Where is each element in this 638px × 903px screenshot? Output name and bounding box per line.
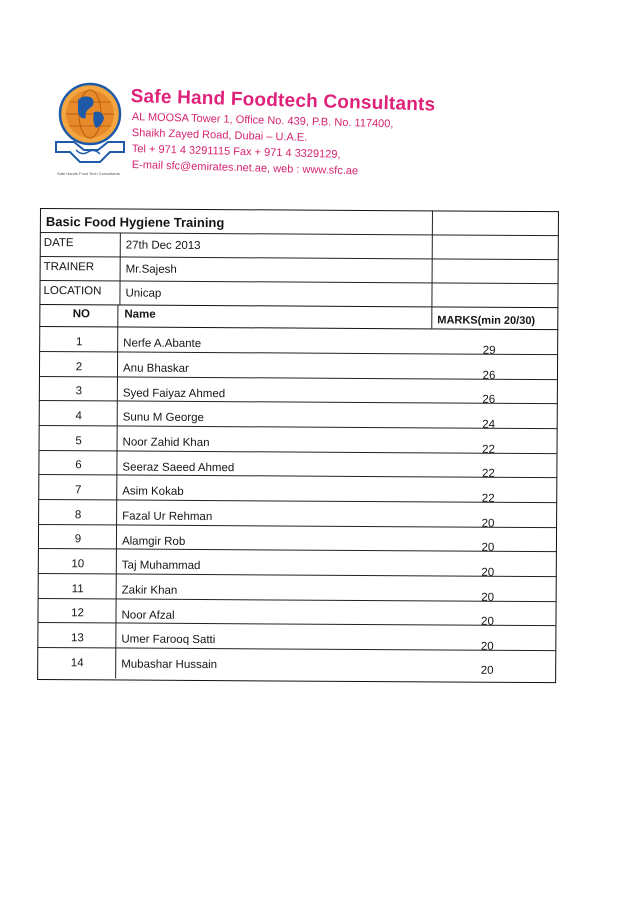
participant-marks: 26 <box>482 369 496 382</box>
row-number: 7 <box>75 484 82 497</box>
row-number: 11 <box>71 583 84 596</box>
location-value: Unicap <box>125 287 162 300</box>
email-line: E-mail sfc@emirates.net.ae, web : www.sfc.ae <box>131 159 359 178</box>
participant-marks: 22 <box>481 492 495 505</box>
row-number: 5 <box>75 435 82 448</box>
participant-marks: 22 <box>482 443 495 456</box>
participant-name: Noor Afzal <box>121 609 175 622</box>
participant-marks: 20 <box>481 517 495 530</box>
trainer-value: Mr.Sajesh <box>125 263 177 276</box>
date-value: 27th Dec 2013 <box>125 239 201 252</box>
participant-name: Sunu M George <box>122 411 204 425</box>
logo-caption: Safe Hands Food Tech Consultants <box>57 171 120 176</box>
row-number: 8 <box>74 509 82 522</box>
participant-marks: 20 <box>481 566 495 579</box>
participant-marks: 24 <box>482 418 496 431</box>
row-number: 12 <box>71 607 84 620</box>
column-header-no: NO <box>72 308 91 321</box>
participant-name: Noor Zahid Khan <box>122 436 210 450</box>
participant-marks: 20 <box>481 615 494 628</box>
participant-marks: 20 <box>480 640 494 653</box>
participant-name: Nerfe A.Abante <box>123 337 202 350</box>
row-number: 9 <box>74 533 82 546</box>
row-number: 1 <box>75 336 83 349</box>
training-title: Basic Food Hygiene Training <box>45 214 225 231</box>
participant-name: Syed Faiyaz Ahmed <box>122 387 226 401</box>
location-label: LOCATION <box>43 285 102 298</box>
participant-marks: 26 <box>482 393 496 406</box>
participant-name: Taj Muhammad <box>121 559 201 572</box>
row-number: 10 <box>71 558 85 571</box>
participant-name: Alamgir Rob <box>121 535 186 548</box>
row-number: 6 <box>75 459 82 472</box>
row-number: 2 <box>75 361 83 374</box>
trainer-label: TRAINER <box>43 261 95 274</box>
date-label: DATE <box>43 237 74 250</box>
company-name: Safe Hand Foodtech Consultants <box>130 86 436 116</box>
address-line-2: Shaikh Zayed Road, Dubai – U.A.E. <box>131 127 308 144</box>
row-number: 3 <box>75 385 83 398</box>
participant-marks: 20 <box>481 541 495 554</box>
participant-name: Asim Kokab <box>122 485 184 498</box>
row-number: 4 <box>75 410 82 423</box>
participant-name: Fazal Ur Rehman <box>122 510 213 524</box>
participant-name: Mubashar Hussain <box>121 658 218 672</box>
row-number: 14 <box>70 657 84 670</box>
company-logo-icon <box>52 82 128 172</box>
participant-name: Zakir Khan <box>121 584 178 597</box>
column-header-marks: MARKS(min 20/30) <box>437 314 536 328</box>
participant-name: Seeraz Saeed Ahmed <box>122 461 235 475</box>
participant-name: Umer Farooq Satti <box>121 633 216 647</box>
participant-marks: 20 <box>480 664 494 677</box>
participant-marks: 22 <box>481 467 495 480</box>
row-number: 13 <box>70 632 84 645</box>
participant-marks: 20 <box>481 591 495 604</box>
training-results-table <box>37 208 559 683</box>
phone-line: Tel + 971 4 3291115 Fax + 971 4 3329129, <box>131 143 341 161</box>
address-line-1: AL MOOSA Tower 1, Office No. 439, P.B. No. 117400, <box>131 111 394 131</box>
participant-marks: 29 <box>482 344 496 357</box>
column-header-name: Name <box>124 308 156 321</box>
participant-name: Anu Bhaskar <box>122 362 189 375</box>
